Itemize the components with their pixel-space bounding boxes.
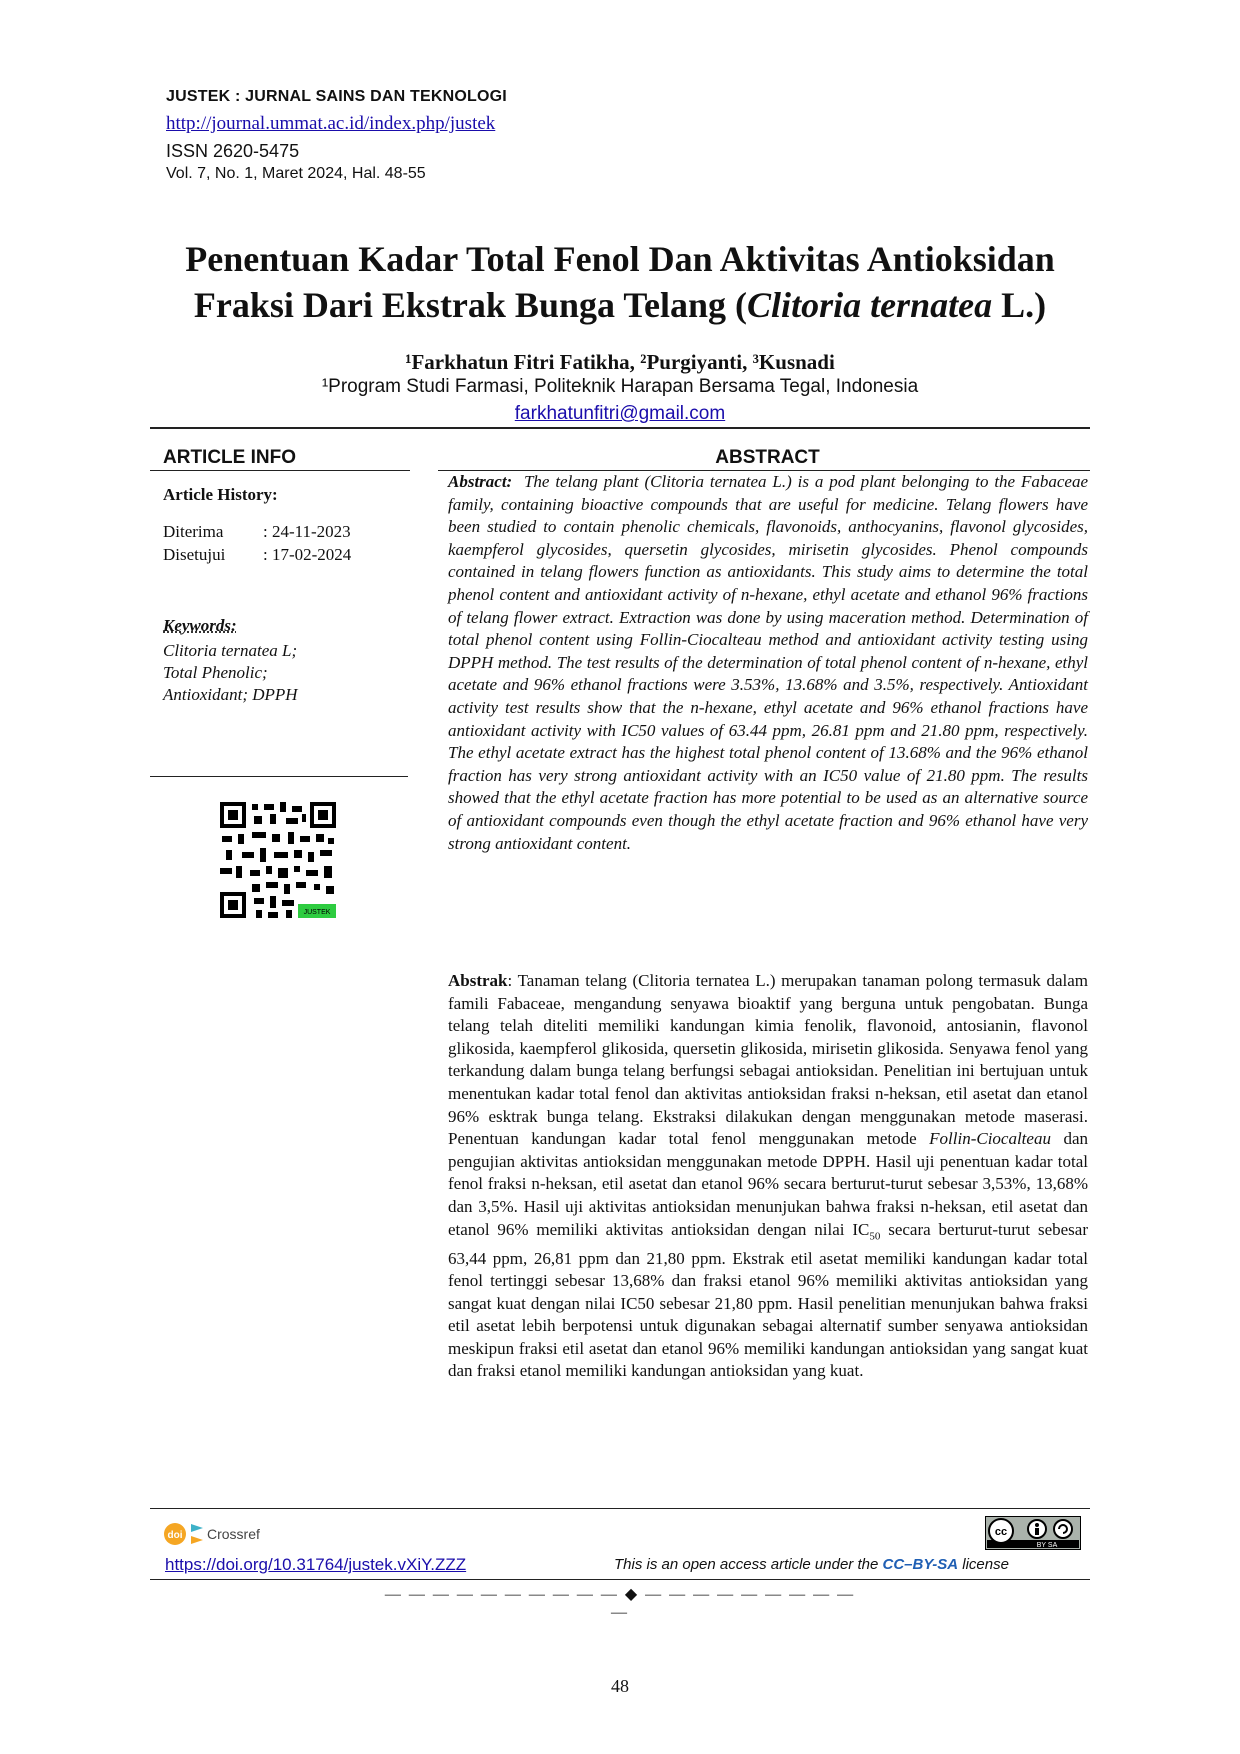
- keyword-item: Antioxidant; DPPH: [163, 685, 298, 704]
- received-label: Diterima: [163, 522, 224, 541]
- abstract-en-lead: Abstract:: [448, 472, 513, 491]
- doi-link[interactable]: https://doi.org/10.31764/justek.vXiY.ZZZ: [165, 1555, 467, 1574]
- abstract-indonesian: [448, 970, 1088, 1383]
- journal-volume: Vol. 7, No. 1, Maret 2024, Hal. 48-55: [166, 165, 426, 182]
- keywords-rule: [150, 776, 408, 777]
- paper-title: [140, 236, 1100, 328]
- journal-issn: ISSN 2620-5475: [166, 141, 300, 161]
- article-history-heading: Article History:: [163, 485, 278, 504]
- footer-bottom-rule: [150, 1579, 1090, 1580]
- cc-by-sa-badge[interactable]: [985, 1516, 1081, 1550]
- qr-code-icon: [218, 800, 338, 920]
- license-text-post: license: [958, 1556, 1009, 1573]
- crossref-label: Crossref: [207, 1526, 260, 1542]
- approved-date-row: [163, 545, 351, 565]
- abstract-heading: ABSTRACT: [715, 447, 820, 468]
- paper-title-line2: [140, 282, 1100, 328]
- doi-logo-text: doi: [167, 1530, 183, 1541]
- svg-text:cc: cc: [994, 1526, 1008, 1538]
- title-text-pre: Fraksi Dari Ekstrak Bunga Telang (: [193, 285, 748, 325]
- keyword-item: Clitoria ternatea L;: [163, 641, 298, 660]
- author-email-link[interactable]: farkhatunfitri@gmail.com: [514, 403, 726, 424]
- approved-label: Disetujui: [163, 545, 226, 564]
- keywords-heading: Keywords:: [163, 616, 237, 635]
- footer-top-rule: [150, 1508, 1090, 1509]
- license-note: [614, 1556, 1009, 1573]
- page-number: 48: [611, 1676, 629, 1696]
- affiliation: ¹Program Studi Farmasi, Politeknik Harapan Bersama Tegal, Indonesia: [321, 376, 919, 397]
- abstract-id-text-1: : Tanaman telang (Clitoria ternatea L.) merupakan tanaman polong termasuk dalam famili Fabaceae, mengandung senyawa bioaktif yang berguna untuk pengobatan. Bunga telang telah diteliti memiliki kandungan kimia fenolik, flavonoid, antosianin, flavonol glikosida, kaempferol glikosida, quersetin glikosida, mirisetin glikosida. Senyawa fenol yang terkandung dalam bunga telang berfungsi sebagai antioksidan. Penelitian ini bertujuan untuk menentukan kadar total fenol dan aktivitas antioksidan fraksi n-heksan, etil asetat dan etanol 96% esktrak bunga telang. Ekstraksi dilakukan dengan menggunakan metode maserasi. Penentuan kandungan kadar total fenol menggunakan metode: [448, 971, 1088, 1149]
- journal-url-link[interactable]: http://journal.ummat.ac.id/index.php/justek: [166, 113, 496, 134]
- qr-label: JUSTEK: [303, 909, 331, 916]
- title-text-post: L.): [992, 285, 1047, 325]
- received-date-row: [163, 522, 351, 542]
- abstract-id-text-3: secara berturut-turut sebesar 63,44 ppm, 26,81 ppm dan 21,80 ppm. Ekstrak etil asetat memiliki kandungan kadar total fenol tertinggi sebesar 13,68% dan fraksi etanol 96% memiliki aktivitas antioksidan yang sangat kuat dengan nilai IC50 sebesar 21,80 ppm. Hasil penelitian menunjukan bahwa fraksi etil asetat lebih berpotensi untuk digunakan sebagai alternatif sumber senyawa antioksidan meskipun fraksi etil asetat dan etanol 96% memiliki kandungan antioksidan yang sangat kuat dan fraksi etanol memiliki kandungan antioksidan yang kuat.: [448, 1219, 1088, 1381]
- abstract-id-method-name: Follin-Ciocalteau: [929, 1129, 1051, 1149]
- article-info-rule: [150, 470, 410, 471]
- crossref-logo: [163, 1518, 283, 1550]
- authors: ¹Farkhatun Fitri Fatikha, ²Purgiyanti, ³Kusnadi: [405, 350, 835, 374]
- crossref-icon: [163, 1518, 283, 1550]
- abstract-id-subscript: 50: [869, 1229, 881, 1242]
- article-info-heading: ARTICLE INFO: [163, 447, 296, 468]
- keyword-item: Total Phenolic;: [163, 663, 268, 682]
- license-text-pre: This is an open access article under the: [614, 1556, 883, 1573]
- abstract-id-text-2: dan pengujian aktivitas antioksidan menggunakan metode DPPH. Hasil uji penentuan kadar total fenol fraksi n-heksan, etil asetat dan etanol 96% secara berturut-turut sebesar 3,53%, 13,68% dan 3,5%. Hasil uji aktivitas antioksidan menunjukan bahwa fraksi n-heksan, etil asetat dan etanol 96% memiliki aktivitas antioksidan dengan nilai IC: [448, 1129, 1089, 1239]
- received-value: : 24-11-2023: [263, 522, 351, 541]
- cc-license-icon: [985, 1516, 1081, 1550]
- abstract-english: [448, 471, 1088, 855]
- qr-code[interactable]: [218, 800, 338, 920]
- abstract-id-lead: Abstrak: [448, 971, 508, 990]
- paper-title-line1: Penentuan Kadar Total Fenol Dan Aktivitas Antioksidan: [185, 239, 1055, 279]
- cc-badge-text: BY SA: [1036, 1542, 1058, 1549]
- section-divider: — — — — — — — — — — ◆ — — — — — — — — — —: [384, 1586, 856, 1621]
- journal-name: JUSTEK : JURNAL SAINS DAN TEKNOLOGI: [166, 88, 507, 105]
- abstract-en-text: The telang plant (Clitoria ternatea L.) is a pod plant belonging to the Fabaceae family, containing bioactive compounds that are useful for medicine. Telang flowers have been studied to contain phenolic chemicals, flavonoids, anthocyanins, flavonol glycosides, kaempferol glycosides, quersetin glycosides, mirisetin glycosides. Phenol compounds contained in telang flowers function as antioxidants. This study aims to determine the total phenol content and antioxidant activity of n-hexane, ethyl acetate and ethanol 96% fractions of telang flower extract. Extraction was done by using maceration method. Determination of total phenol content using Follin-Ciocalteau method and antioxidant activity testing using DPPH method. The test results of the determination of total phenol content of n-hexane, ethyl acetate and 96% ethanol fractions were 3.53%, 13.68% and 3.5%, respectively. Antioxidant activity test results show that the n-hexane, ethyl acetate and 96% ethanol fractions have antioxidant activity with IC50 values of 63.44 ppm, 26.81 ppm and 21.80 ppm, respectively. The ethyl acetate extract has the highest total phenol content of 13.68% and the 96% ethanol fraction has very strong antioxidant activity with an IC50 value of 21.80 ppm. The results showed that the ethyl acetate fraction has more potential to be used as an alternative source of antioxidant compounds even though the ethyl acetate fraction and 96% ethanol have very strong antioxidant content.: [448, 472, 1088, 853]
- title-species-name: Clitoria ternatea: [747, 285, 993, 325]
- license-link[interactable]: CC–BY-SA: [882, 1556, 959, 1573]
- keywords-list: [163, 640, 298, 706]
- header-rule: [150, 427, 1090, 429]
- approved-value: : 17-02-2024: [263, 545, 352, 564]
